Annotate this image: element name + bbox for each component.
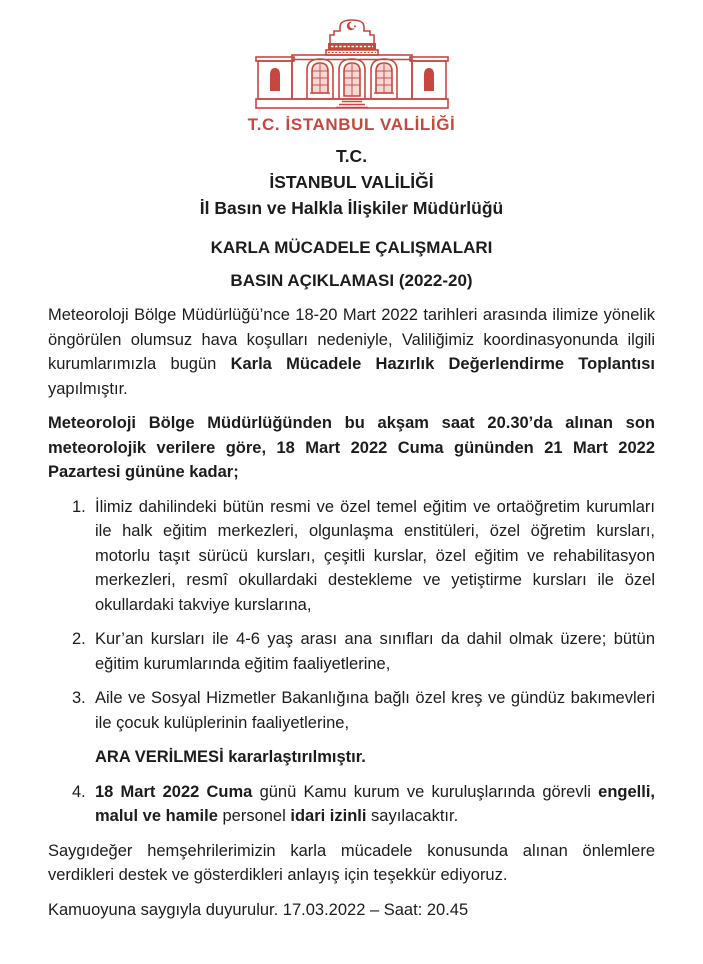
logo-caption: T.C. İSTANBUL VALİLİĞİ [247,115,456,134]
document-header [0,143,703,221]
announcement-footer: Kamuoyuna saygıyla duyurulur. 17.03.2022 – Saat: 20.45 [48,900,469,919]
intro-text-pre: Meteoroloji Bölge Müdürlüğü’nce 18-20 Mart 2022 tarihleri arasında ilimize yönelik öngörülen olumsuz hava koşulları nedeniyle, Valiliğimiz koordinasyonunda ilgili kurumlarımızla bugün [48,306,655,373]
item4-text-2: personel [217,807,291,825]
header-tc: T.C. [335,146,368,166]
list-item-text: Kur’an kursları ile 4-6 yaş arası ana sınıfları da dahil olmak üzere; bütün eğitim kurumlarında eğitim faaliyetlerine, [95,630,655,673]
item4-text-1: günü Kamu kurum ve kuruluşlarında görevli [252,782,599,801]
closing-paragraph: Saygıdeğer hemşehrilerimizin karla mücadele konusunda alınan önlemlere verdikleri destek ve gösterdikleri anlayış için teşekkür ediyoruz. [48,841,655,884]
list-item [48,780,655,829]
list-item-number: 3. [72,689,86,707]
list-item-text [95,780,655,829]
list-item-text: İlimiz dahilindeki bütün resmi ve özel temel eğitim ve ortaöğretim kurumları ile halk eğitim merkezleri, olgunlaşma enstitüleri, özel öğretim kursları, motorlu taşıt sürücü kursları, çeşitli kurslar, özel eğitim ve rehabilitasyon merkezleri, resmî okullardaki destekleme ve yetiştirme kursları ile özel okullardaki takviye kurslarına, [95,497,655,614]
intro-text-post: yapılmıştır. [48,379,128,398]
list-item [48,686,655,735]
list-item-number: 1. [72,497,86,516]
list-item [48,495,655,618]
doc-subtitle: BASIN AÇIKLAMASI (2022-20) [230,271,473,290]
valilik-building-icon [252,13,452,111]
list-item [48,627,655,676]
weather-update-paragraph: Meteoroloji Bölge Müdürlüğünden bu akşam saat 20.30’da alınan son meteorolojik verilere göre, 18 Mart 2022 Cuma gününden 21 Mart 2022 Pazartesi gününe kadar; [48,414,655,481]
valilik-logo [0,0,703,135]
personnel-group-bold: engelli, malul ve hamile [95,782,655,825]
list-item-number: 2. [72,630,86,648]
intro-paragraph [48,303,655,401]
header-valilik: İSTANBUL VALİLİĞİ [269,172,434,192]
header-mudurluk: İl Basın ve Halkla İlişkiler Müdürlüğü [199,198,504,218]
list-item-number: 4. [72,782,86,801]
document-body [0,303,703,922]
doc-title: KARLA MÜCADELE ÇALIŞMALARI [210,238,493,257]
decision-statement: ARA VERİLMESİ kararlaştırılmıştır. [95,748,366,766]
list-item-text: Aile ve Sosyal Hizmetler Bakanlığına bağlı özel kreş ve gündüz bakımevleri ile çocuk kulüplerinin faaliyetlerine, [95,689,655,732]
leave-type-bold: idari izinli [290,807,367,825]
date-bold: 18 Mart 2022 Cuma [95,782,253,801]
item4-text-3: sayılacaktır. [366,807,459,825]
meeting-name-bold: Karla Mücadele Hazırlık Değerlendirme Toplantısı [230,355,655,373]
